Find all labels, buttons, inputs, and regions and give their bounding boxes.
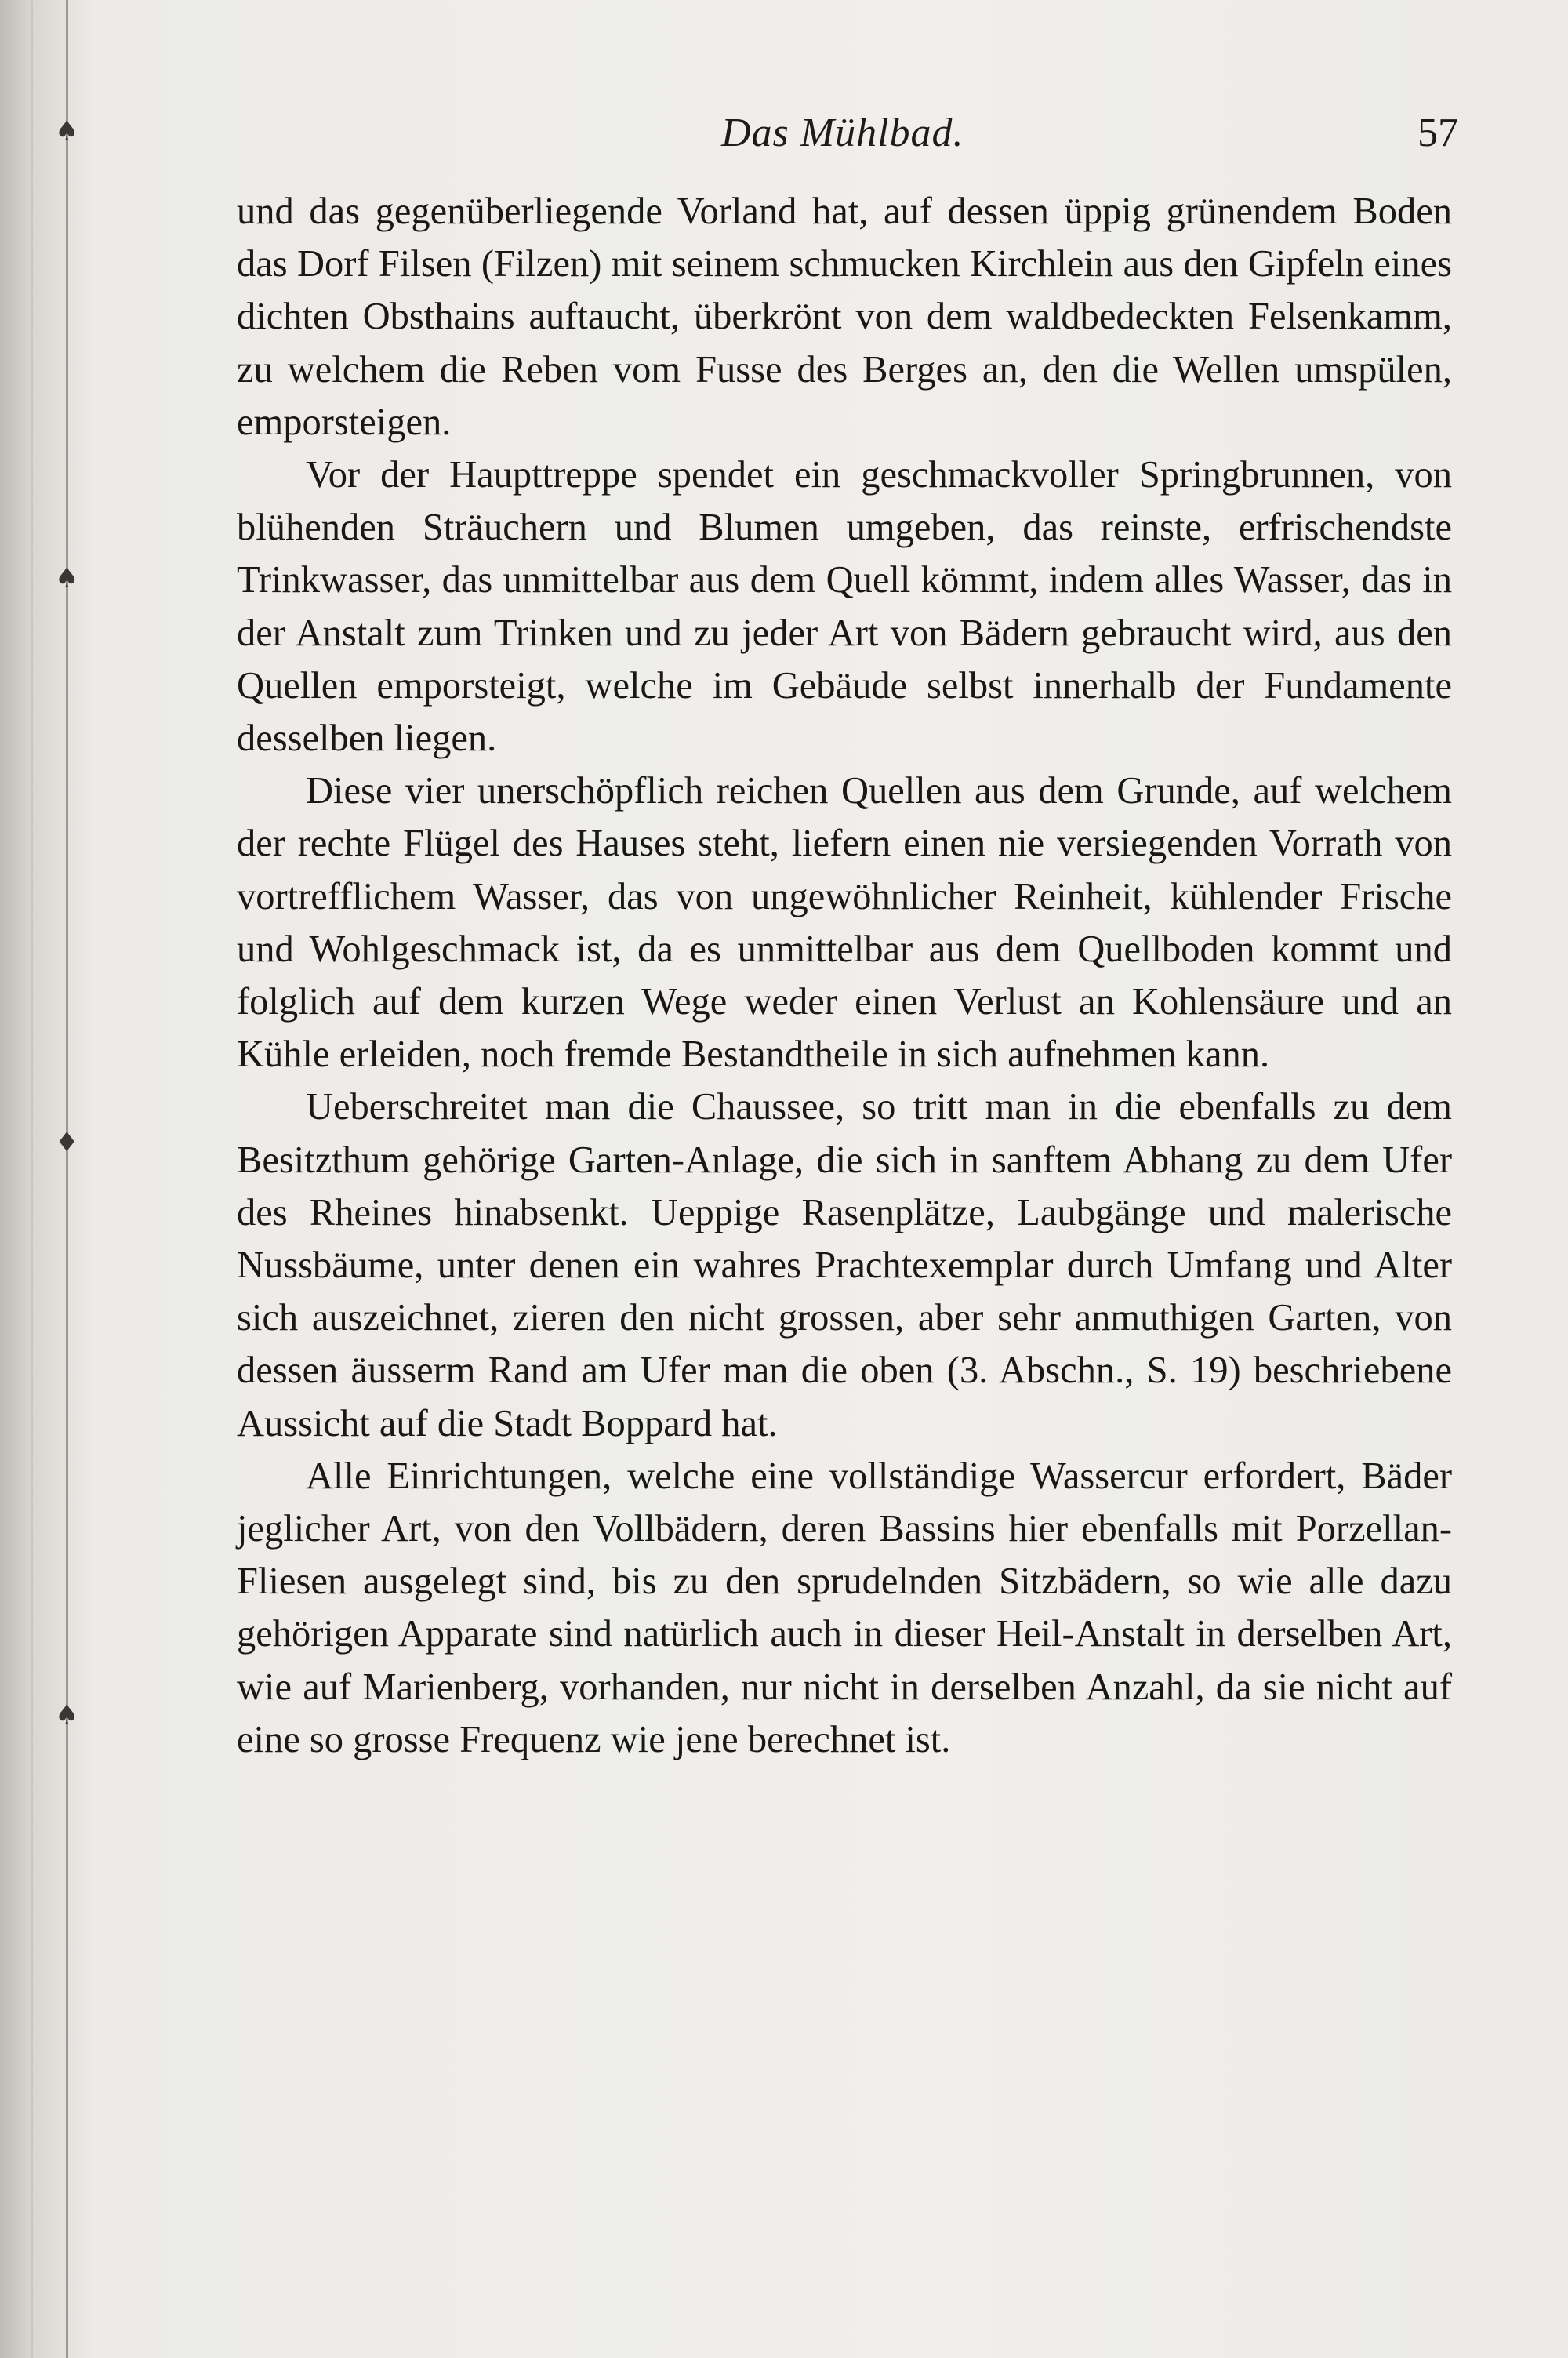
margin-mark-icon: ♠: [55, 115, 79, 147]
paragraph: und das gegenüberliegende Vorland hat, auf dessen üppig grünendem Boden das Dorf Filsen (Filzen) mit seinem schmucken Kirchlein aus den Gipfeln eines dichten Obsthains auftaucht, überkrönt von dem waldbedeckten Felsenkamm, zu welchem die Reben vom Fusse des Berges an, den die Wellen umspülen, emporsteigen.: [237, 191, 1452, 443]
paragraph: Vor der Haupttreppe spendet ein geschmackvoller Springbrunnen, von blühenden Sträuchern und Blumen umgeben, das reinste, erfrischendste Trinkwasser, das unmittelbar aus dem Quell kömmt, indem alles Wasser, das in der Anstalt zum Trinken und zu jeder Art von Bädern gebraucht wird, aus den Quellen emporsteigt, welche im Gebäude selbst innerhalb der Fundamente desselben liegen.: [237, 454, 1452, 760]
running-title: Das Mühlbad.: [721, 111, 964, 155]
margin-mark-icon: ♠: [55, 562, 79, 594]
page-edge-shadow: [31, 0, 33, 2358]
body-text: [237, 185, 1452, 1766]
paragraph: Alle Einrichtungen, welche eine vollständige Wassercur erfordert, Bäder jeglicher Art, von den Vollbädern, deren Bassins hier ebenfalls mit Porzellan-Fliesen ausgelegt sind, bis zu den sprudelnden Sitzbädern, so wie alle dazu gehörigen Apparate sind natürlich auch in dieser Heil-Anstalt in derselben Art, wie auf Marienberg, vorhanden, nur nicht in derselben Anzahl, da sie nicht auf eine so grosse Frequenz wie jene berechnet ist.: [237, 1455, 1452, 1760]
margin-mark-icon: ♠: [55, 1699, 79, 1731]
paragraph: Diese vier unerschöpflich reichen Quellen aus dem Grunde, auf welchem der rechte Flügel des Hauses steht, liefern einen nie versiegenden Vorrath von vortrefflichem Wasser, das von ungewöhnlicher Reinheit, kühlender Frische und Wohlgeschmack ist, da es unmittelbar aus dem Quellboden kommt und folglich auf dem kurzen Wege weder einen Verlust an Kohlensäure und an Kühle erleiden, noch fremde Bestandtheile in sich aufnehmen kann.: [237, 770, 1452, 1076]
page-binding-line: [66, 0, 68, 2358]
margin-mark-icon: ♦: [55, 1127, 79, 1158]
page-header: [235, 110, 1458, 165]
paragraph: Ueberschreitet man die Chaussee, so tritt man in die ebenfalls zu dem Besitzthum gehörige Garten-Anlage, die sich in sanftem Abhang zu dem Ufer des Rheines hinabsenkt. Ueppige Rasenplätze, Laubgänge und malerische Nussbäume, unter denen ein wahres Prachtexemplar durch Umfang und Alter sich auszeichnet, zieren den nicht grossen, aber sehr anmuthigen Garten, von dessen äusserm Rand am Ufer man die oben (3. Abschn., S. 19) beschriebene Aussicht auf die Stadt Boppard hat.: [237, 1086, 1452, 1444]
page-number: 57: [1417, 111, 1458, 155]
